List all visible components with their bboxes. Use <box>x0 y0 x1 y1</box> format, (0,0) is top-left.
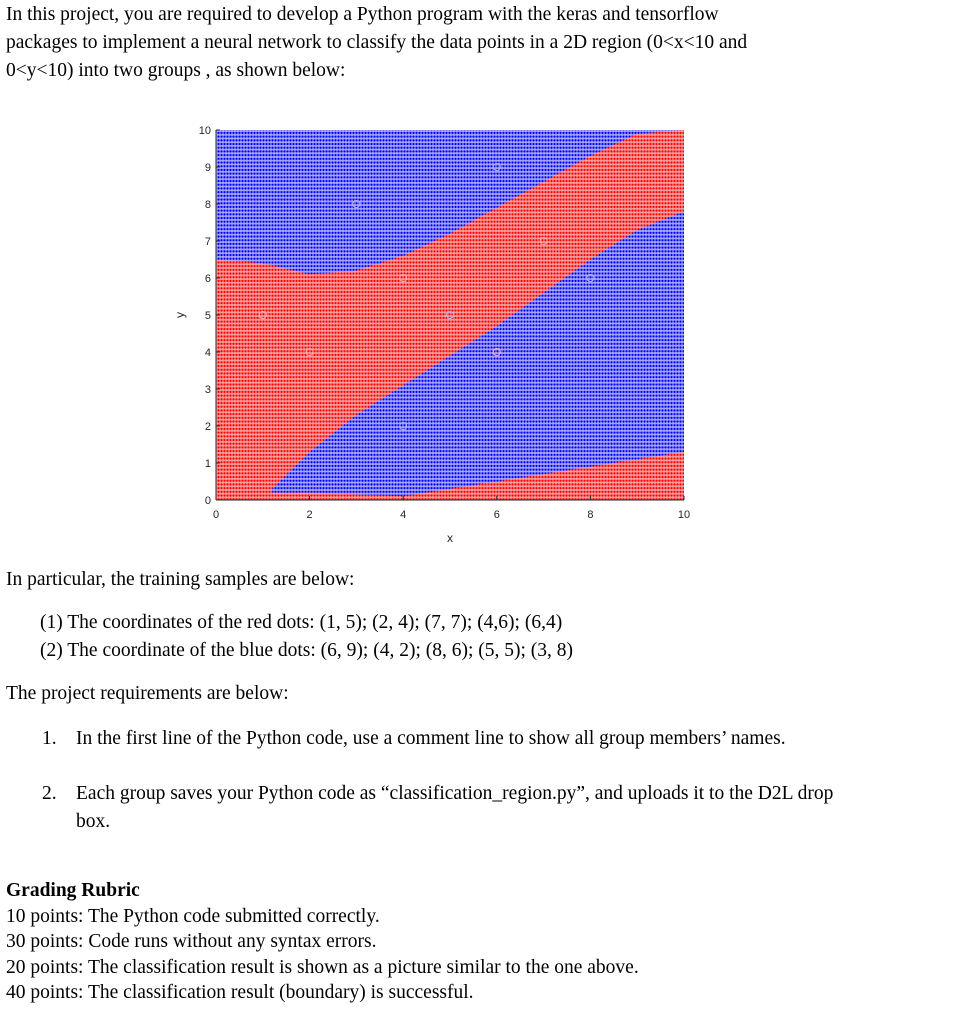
classification-chart <box>160 120 720 550</box>
x-tick-label: 8 <box>587 509 594 521</box>
x-tick-label: 2 <box>306 509 313 521</box>
rubric-heading: Grading Rubric <box>6 880 140 901</box>
grading-rubric <box>6 878 639 1006</box>
rubric-line: 30 points: Code runs without any syntax errors. <box>6 931 377 952</box>
intro-line: 0<y<10) into two groups , as shown below: <box>6 60 346 81</box>
intro-paragraph <box>6 1 956 85</box>
x-tick-label: 4 <box>400 509 407 521</box>
requirement-text: Each group saves your Python code as “classification_region.py”, and uploads it to the D2L drop box. <box>76 783 834 832</box>
y-tick-label: 5 <box>204 310 211 322</box>
y-tick-label: 0 <box>204 495 211 507</box>
intro-line: In this project, you are required to develop a Python program with the keras and tensorflow <box>6 4 719 25</box>
x-axis-label: x <box>447 531 453 545</box>
requirement-number: 2. <box>42 783 57 804</box>
y-tick-label: 3 <box>204 384 211 396</box>
x-tick-label: 6 <box>493 509 500 521</box>
y-tick-label: 7 <box>204 236 211 248</box>
y-tick-label: 10 <box>198 125 211 137</box>
rubric-line: 40 points: The classification result (boundary) is successful. <box>6 982 474 1003</box>
x-tick-label: 0 <box>212 509 220 521</box>
y-axis-label: y <box>173 312 187 318</box>
blue-dots-item: (2) The coordinate of the blue dots: (6, 9); (4, 2); (8, 6); (5, 5); (3, 8) <box>40 640 574 661</box>
requirements-heading: The project requirements are below: <box>6 683 289 704</box>
y-tick-label: 9 <box>204 162 211 174</box>
rubric-line: 10 points: The Python code submitted correctly. <box>6 905 380 927</box>
requirement-number: 1. <box>42 728 57 749</box>
y-tick-label: 1 <box>204 458 211 470</box>
rubric-line: 20 points: The classification result is shown as a picture similar to the one above. <box>6 956 639 978</box>
intro-line: packages to implement a neural network to classify the data points in a 2D region (0<x<10 and <box>6 32 748 53</box>
y-tick-label: 4 <box>204 347 211 359</box>
requirement-text: In the first line of the Python code, use a comment line to show all group members’ names. <box>76 728 786 749</box>
red-dots-item: (1) The coordinates of the red dots: (1, 5); (2, 4); (7, 7); (4,6); (6,4) <box>40 612 563 633</box>
training-samples-heading: In particular, the training samples are below: <box>6 569 355 590</box>
classification-figure <box>160 120 720 550</box>
y-tick-label: 2 <box>204 421 211 433</box>
y-tick-label: 6 <box>204 273 211 285</box>
x-tick-label: 10 <box>677 509 691 521</box>
y-tick-label: 8 <box>204 199 211 211</box>
